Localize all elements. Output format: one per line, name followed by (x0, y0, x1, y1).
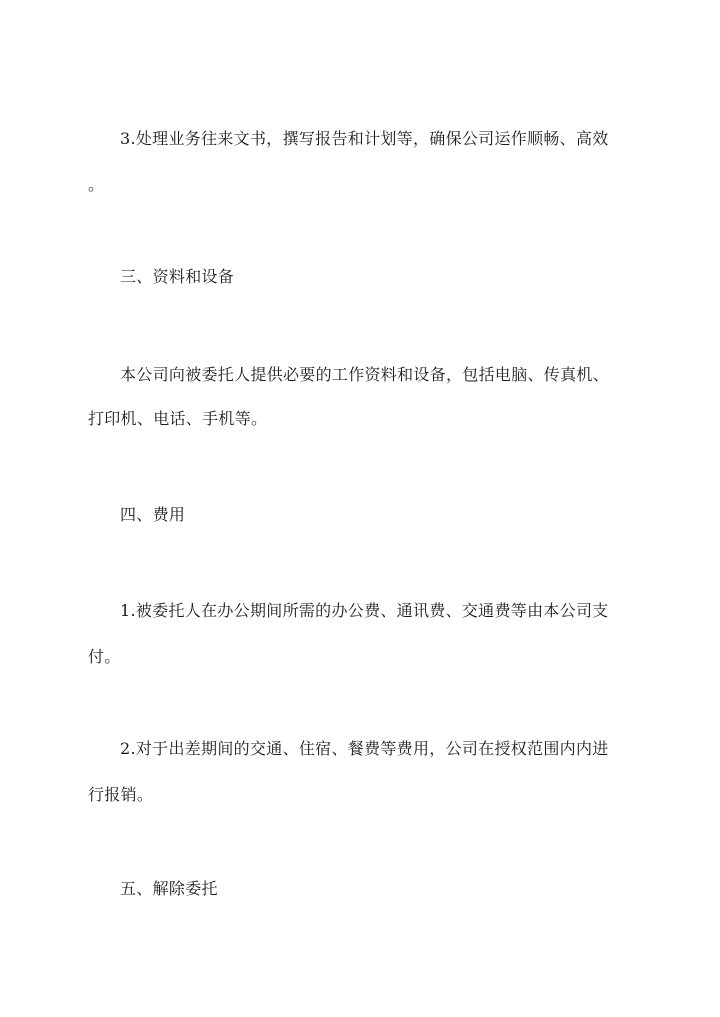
item3-line1: 3.处理业务往来文书，撰写报告和计划等，确保公司运作顺畅、高效 (120, 129, 609, 148)
item3-line2: 。 (88, 175, 105, 194)
fee1-line2: 付。 (88, 647, 121, 666)
fee1-line1: 1.被委托人在办公期间所需的办公费、通讯费、交通费等由本公司支 (120, 601, 609, 620)
section5-heading: 五、解除委托 (120, 879, 218, 898)
fee2-line2: 行报销。 (88, 785, 154, 804)
section4-heading: 四、费用 (120, 505, 186, 524)
section3-para-line1: 本公司向被委托人提供必要的工作资料和设备，包括电脑、传真机、 (120, 365, 610, 384)
fee2-line1: 2.对于出差期间的交通、住宿、餐费等费用，公司在授权范围内内进 (120, 739, 609, 758)
section3-heading: 三、资料和设备 (120, 267, 235, 286)
section3-para-line2: 打印机、电话、手机等。 (88, 409, 268, 428)
